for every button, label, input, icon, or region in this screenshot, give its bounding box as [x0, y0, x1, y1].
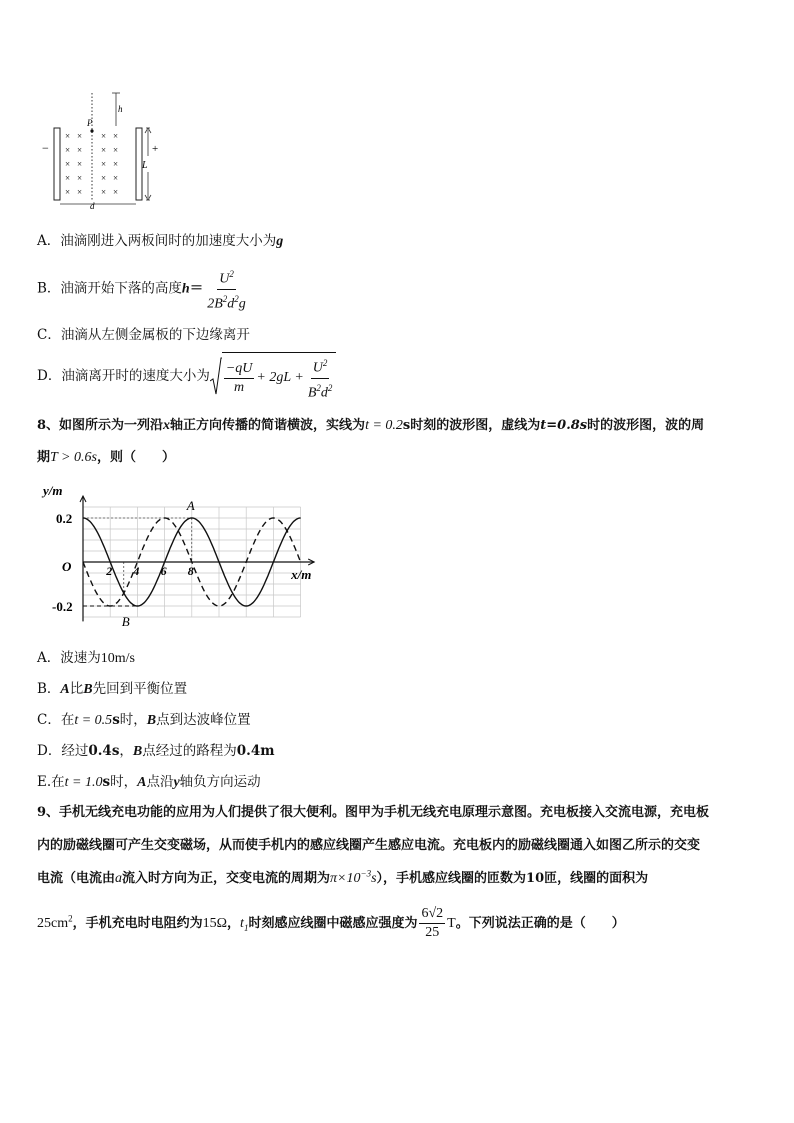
option-a-var: g: [276, 234, 284, 249]
wave-chart: [38, 478, 328, 628]
plus-sign: +: [152, 143, 159, 155]
field-cross: ×: [77, 187, 83, 197]
minus-sign: −: [42, 141, 49, 155]
field-cross: ×: [113, 187, 119, 197]
field-cross: ×: [101, 131, 107, 141]
field-cross: ×: [101, 187, 107, 197]
q7-option-b: [37, 266, 250, 312]
q7-option-c: [37, 323, 250, 343]
option-a-text: A．油滴刚进入两板间时的加速度大小为: [37, 233, 277, 249]
field-cross: ×: [77, 145, 83, 155]
q9-line2: 内的励磁线圈可产生交变磁场，从而使手机内的感应线圈产生感应电流。充电板内的励磁线圈通入如图乙所示的交变: [37, 838, 701, 853]
field-cross: ×: [101, 145, 107, 155]
field-cross: ×: [65, 159, 71, 169]
field-cross: ×: [65, 173, 71, 183]
y-tick-label: -0.2: [52, 599, 73, 614]
q8-option-c: C．在t = 0.5s时，B点到达波峰位置: [37, 712, 251, 728]
option-b-eq: ＝: [189, 280, 204, 297]
option-b-fraction: $\frac{U^2}{2B^2d^2g}$: [205, 266, 248, 312]
q8-option-a: A．波速为10m/s: [37, 650, 135, 666]
q8-stem-line2: 期T > 0.6s，则（ ）: [37, 450, 175, 465]
x-tick-label: 2: [106, 564, 113, 578]
x-tick-label: 8: [187, 564, 194, 578]
x-axis-label: x/m: [291, 567, 312, 582]
option-d-text: D．油滴离开时的速度大小为: [37, 368, 210, 385]
field-cross: ×: [101, 173, 107, 183]
option-d-sqrt: $\frac{-qU}{m}$ + 2gL + $\frac{U^2}{B^2d^2}$: [210, 352, 337, 401]
origin-label: O: [62, 559, 72, 574]
q7-option-a: [37, 229, 283, 250]
q8-option-d: D．经过0.4s，B点经过的路程为0.4m: [37, 743, 275, 759]
option-b-h: h: [181, 281, 190, 297]
label-p: P: [87, 118, 93, 128]
field-cross: ×: [113, 131, 119, 141]
field-cross: ×: [101, 159, 107, 169]
chart-axes: [80, 496, 314, 621]
q8-stem-line1: 8、如图所示为一列沿x轴正方向传播的简谐横波，实线为t = 0.2s时刻的波形图，虚线为t=0.8s时的波形图，波的周: [37, 418, 705, 433]
q9-line1: 9、手机无线充电功能的应用为人们提供了很大便利。图甲为手机无线充电原理示意图。充电板接入交流电源，充电板: [37, 805, 710, 820]
field-cross: ×: [77, 173, 83, 183]
label-d: d: [90, 201, 95, 210]
option-b-text: B．油滴开始下落的高度: [37, 280, 182, 297]
sqrt-sign-icon: [210, 357, 222, 397]
x-tick-label: 4: [133, 564, 140, 578]
field-cross: ×: [77, 131, 83, 141]
q8-option-e: E.在t = 1.0s时，A点沿y轴负方向运动: [37, 774, 261, 790]
field-cross: ×: [77, 159, 83, 169]
field-cross: ×: [65, 187, 71, 197]
x-tick-label: 6: [160, 564, 167, 578]
q9-b-fraction: $\frac{6√2}{25}$: [421, 906, 444, 940]
q7-option-d: [37, 352, 336, 401]
label-h: h: [118, 104, 123, 114]
y-axis-label: y/m: [43, 483, 63, 498]
field-cross: ×: [113, 145, 119, 155]
field-cross: ×: [65, 145, 71, 155]
capacitor-field-figure: [38, 88, 168, 210]
field-cross: ×: [65, 131, 71, 141]
y-tick-label: 0.2: [56, 511, 73, 526]
label-l: L: [142, 160, 148, 171]
field-cross: ×: [113, 159, 119, 169]
q9-line3: 电流（电流由a流入时方向为正，交变电流的周期为$\pi\times 10^{-3}s$），手机感应线圈的匝数为10匝，线圈的面积为: [37, 868, 649, 886]
q9-line4: $25cm^2$，手机充电时电阻约为15Ω，$t_1$时刻感应线圈中磁感应强度为 $\frac{6√2}{25}$ T。下列说法正确的是（ ）: [37, 906, 625, 940]
field-cross: ×: [113, 173, 119, 183]
point-label-a: A: [186, 498, 195, 513]
q8-option-b: B．A比B先回到平衡位置: [37, 681, 188, 697]
option-c-text: C．油滴从左侧金属板的下边缘离开: [37, 327, 250, 343]
point-label-b: B: [121, 614, 130, 628]
